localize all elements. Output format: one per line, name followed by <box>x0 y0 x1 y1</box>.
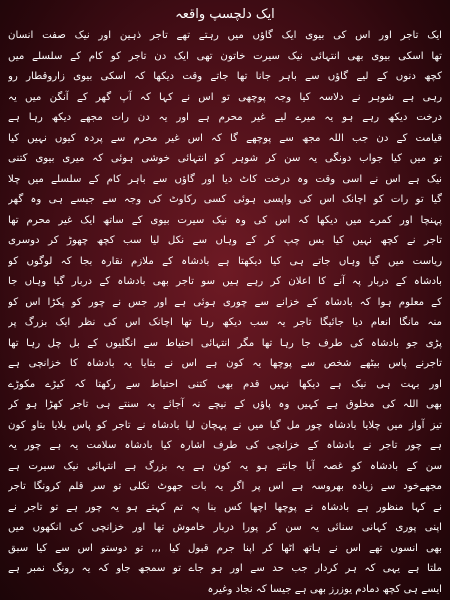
story-line: ایک تاجر اور اس کی بیوی ایک گاؤں میں رہتے تھے تاجر ذہین اور نیک صفت انسان <box>8 30 442 41</box>
story-line: درخت دیکھ رہے ہو یہ میرے لیے غیر محرم ہے اور یہ دن رات مجھے دیکھ رہا ہے <box>8 112 442 123</box>
story-body <box>8 26 442 600</box>
story-line: اور بہت ہی نیک ہے دیکھا نہیں قدم بھی کتنی احتیاط سے رکھتا کہ کیڑے مکوڑے <box>8 378 442 390</box>
story-line: بادشاہ کے دربار پہ آنے کا اعلان کر رہے ہیں سو تاجر بھی بادشاہ کے دربار گیا وہاں جا <box>8 276 442 287</box>
story-line: گیا تو رات کو اچانک اس کی واپسی ہوئی کسی رکاوٹ کی وجہ سے جیسے ہی وہ گھر <box>8 194 442 205</box>
story-line: بھی اللہ کی مخلوق ہے کہیں وہ پاؤں کے نیچے نہ آجائے یہ سنتے ہی تاجر کھڑا ہو کر <box>8 399 442 410</box>
story-line: تیز آواز میں چلایا بادشاہ چور مل گیا میں نے پہچان لیا بادشاہ نے تاجر کو پاس بلایا بتاو کون <box>8 419 442 431</box>
story-line: منہ مانگا انعام دیا جائیگا تاجر یہ سب دیکھ رہا تھا اچانک اس کی نظر ایک بزرگ پر <box>8 317 442 328</box>
story-line: نے کہا منظور ہے بادشاہ نے پوچھا اچھا کس بنا پہ تم کہتے ہو یہ چور ہے تو تاجر نے <box>8 501 442 513</box>
story-line: نیک ہے اس نے اسی وقت وہ درخت کاٹ دیا اور گاؤں سے باہر کام کے سلسلے میں چلا <box>8 173 442 185</box>
story-line: رہی ہے شوہر نے دلاسہ کیا وجہ پوچھی تو اس نے کہا کہ آپ گھر کے آنگن میں یہ <box>8 91 442 103</box>
story-line: سن کے بادشاہ کو غصہ آیا جانتے ہو یہ کون ہے یہ بزرگ ہے انتہائی نیک سیرت ہے <box>8 460 442 472</box>
story-line: قیامت کے دن جب اللہ مجھ سے پوچھے گا کہ اس غیر محرم سے پردہ کیوں نہیں کیا <box>8 132 442 144</box>
story-line: تھا اسکی بیوی بھی انتہائی نیک سیرت خاتون تھی ایک دن تاجر کو کام کے سلسلے میں <box>8 50 442 62</box>
story-line: بھی انسوں تھے اس نے ہاتھ اٹھا کر اپنا جرم قبول کیا ,,, تو دوستو اس سے کیا سبق <box>8 542 442 554</box>
story-line: ایسے ہی کچھ دمادم یوزرز بھی ہے جیسا کہ نجاد وغیرہ <box>207 583 442 595</box>
story-line: پڑی جو بادشاہ کی طرف جا رہا تھا مگر انتہائی احتیاط سے انگلیوں کے بل چل رہا تھا <box>8 337 442 349</box>
story-line: پہنچا اور کمرے میں دیکھا کہ اس کی وہ نیک سیرت بیوی کے ساتھ ایک غیر محرم تھا <box>8 214 442 226</box>
story-line: کے معلوم ہوا کہ بادشاہ کے خزانے سے چوری ہوئی ہے اور جس نے چور کو پکڑا اس کو <box>8 296 442 308</box>
story-line: تاجرنے پاس بیٹھے شخص سے پوچھا یہ کون ہے اس نے بتایا یہ بادشاہ کا خزانچی ہے <box>8 358 442 369</box>
story-title: ایک دلچسپ واقعہ <box>175 7 275 22</box>
story-line: ملتا ہے یہی کہ ہر کردار جب حد سے اور ہو جاے تو سمجھ جاو کہ یہ رونگ نمبر ہے <box>8 563 442 574</box>
story-line: تاجر نے کچھ نہیں کیا بس چپ کر کے وہاں سے نکل لیا سب کچھ چھوڑ کر دوسری <box>8 235 442 246</box>
story-line: ہے چور تاجر نے بادشاہ کے خزانچی کی طرف اشارہ کیا بادشاہ سلامت یہ ہے چور یہ <box>8 440 442 451</box>
story-line: تو میں کیا جواب دونگی یہ سن کر شوہر کو انتہائی خوشی ہوئی کہ میری بیوی کتنی <box>8 153 442 164</box>
story-line: ریاست میں گیا وہاں جاتے ہی کیا دیکھتا ہے بادشاہ کے ملازم نقارہ بجا کہ لوگوں کو <box>8 255 442 267</box>
story-line: اپنی پوری کہانی سنائی یہ سن کر پورا دربار خاموش تھا اور خزانچی کی انکھوں میں <box>8 522 442 533</box>
story-line: مجھےخود سے زیادہ بھروسہ ہے اس پر اگر یہ بات جھوٹ نکلی تو سر قلم کرونگا تاجر <box>8 481 442 492</box>
story-line: کچھ دنوں کے لیے گاؤں سے باہر جانا تھا جاتے وقت دیکھا کہ اسکی بیوی زاروقطار رو <box>8 71 442 82</box>
